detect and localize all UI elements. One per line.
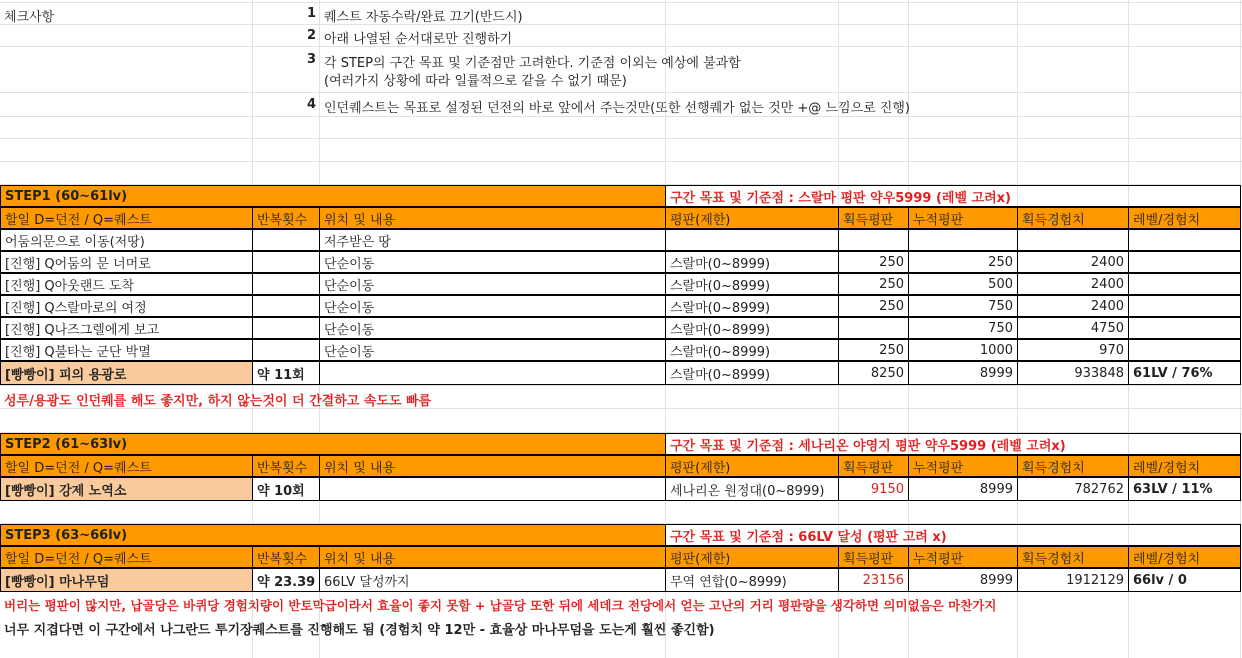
checklist-num-3: 3: [307, 52, 317, 67]
rep-cell: 스랄마(0~8999): [665, 295, 839, 317]
col-task-header: 할일 D=던전 / Q=퀘스트: [0, 546, 253, 568]
total-rep-cell: 8999: [908, 361, 1018, 385]
repeat-cell: 약 11회: [252, 361, 320, 385]
checklist-item-4: 인던퀘스트는 목표로 설정된 던전의 바로 앞에서 주는것만(또한 선행퀘가 없는 것만 +@ 느낌으로 진행): [324, 101, 910, 116]
col-gain-rep-header: 획득평판: [838, 455, 909, 477]
step2-header-row: [0, 455, 1242, 477]
total-rep-cell: 250: [908, 251, 1018, 273]
repeat-cell: [252, 251, 320, 273]
step1-title-row: [0, 185, 1242, 207]
gain-rep-cell: 250: [838, 295, 909, 317]
total-rep-cell: 8999: [908, 568, 1018, 592]
table-row: [0, 295, 1242, 317]
col-location-header: 위치 및 내용: [319, 546, 666, 568]
col-repeat-header: 반복횟수: [252, 546, 320, 568]
repeat-cell: [252, 229, 320, 251]
total-rep-cell: [908, 229, 1018, 251]
task-cell: [빵빵이] 마나무덤: [0, 568, 253, 592]
level-cell: 61LV / 76%: [1128, 361, 1241, 385]
rep-cell: 스랄마(0~8999): [665, 361, 839, 385]
rep-cell: 스랄마(0~8999): [665, 317, 839, 339]
location-cell: 단순이동: [319, 339, 666, 361]
col-gain-rep-header: 획득평판: [838, 546, 909, 568]
location-cell: 단순이동: [319, 295, 666, 317]
level-cell: [1128, 295, 1241, 317]
col-total-rep-header: 누적평판: [908, 455, 1018, 477]
location-cell: 단순이동: [319, 273, 666, 295]
col-exp-header: 획득경험치: [1017, 546, 1129, 568]
level-cell: [1128, 273, 1241, 295]
task-cell: [진행] Q나즈그렐에게 보고: [0, 317, 253, 339]
location-cell: [319, 477, 666, 501]
task-cell: [진행] Q불타는 군단 박멸: [0, 339, 253, 361]
exp-cell: [1017, 229, 1129, 251]
total-rep-cell: 750: [908, 295, 1018, 317]
gain-rep-cell: 23156: [838, 568, 909, 592]
gain-rep-cell: [838, 229, 909, 251]
location-cell: 단순이동: [319, 317, 666, 339]
step2-title-row: [0, 433, 1242, 455]
task-cell: [진행] Q스랄마로의 여정: [0, 295, 253, 317]
step3-title: STEP3 (63~66lv): [0, 524, 666, 546]
checklist-num-4: 4: [307, 97, 317, 112]
level-cell: [1128, 251, 1241, 273]
gain-rep-cell: 250: [838, 273, 909, 295]
repeat-cell: [252, 295, 320, 317]
step2-goal: 구간 목표 및 기준점 : 세나리온 야영지 평판 약우5999 (레벨 고려x): [665, 433, 1241, 455]
level-cell: [1128, 317, 1241, 339]
step3-goal: 구간 목표 및 기준점 : 66LV 달성 (평판 고려 x): [665, 524, 1241, 546]
step3-header-row: [0, 546, 1242, 568]
col-rep-header: 평판(제한): [665, 546, 839, 568]
task-cell: [빵빵이] 피의 용광로: [0, 361, 253, 385]
task-cell: [진행] Q아웃랜드 도착: [0, 273, 253, 295]
checklist-num-1: 1: [307, 6, 317, 21]
col-total-rep-header: 누적평판: [908, 546, 1018, 568]
col-location-header: 위치 및 내용: [319, 207, 666, 229]
exp-cell: 970: [1017, 339, 1129, 361]
level-cell: 63LV / 11%: [1128, 477, 1241, 501]
col-task-header: 할일 D=던전 / Q=퀘스트: [0, 207, 253, 229]
step1-goal: 구간 목표 및 기준점 : 스랄마 평판 약우5999 (레벨 고려x): [665, 185, 1241, 207]
checklist-num-2: 2: [307, 28, 317, 43]
col-rep-header: 평판(제한): [665, 207, 839, 229]
col-exp-header: 획득경험치: [1017, 207, 1129, 229]
rep-cell: 세나리온 원정대(0~8999): [665, 477, 839, 501]
repeat-cell: 약 10회: [252, 477, 320, 501]
table-row: [0, 251, 1242, 273]
step3-note-1: 버리는 평판이 많지만, 납골당은 바퀴당 경험치량이 반토막급이라서 효율이 좋지 못함 + 납골당 또한 뒤에 세데크 전당에서 얻는 고난의 거리 평판량을 생각하면 의미없음은 마찬가지: [4, 598, 997, 613]
task-cell: [진행] Q어둠의 문 너머로: [0, 251, 253, 273]
checklist-item-2: 아래 나열된 순서대로만 진행하기: [324, 32, 513, 47]
repeat-cell: [252, 317, 320, 339]
repeat-cell: 약 23.39: [252, 568, 320, 592]
exp-cell: 2400: [1017, 295, 1129, 317]
step1-note: 성루/용광도 인던퀘를 해도 좋지만, 하지 않는것이 더 간결하고 속도도 빠름: [4, 394, 432, 409]
checklist-item-1: 퀘스트 자동수락/완료 끄기(반드시): [324, 10, 523, 25]
location-cell: [319, 361, 666, 385]
step2-summary-row: [0, 477, 1242, 501]
total-rep-cell: 8999: [908, 477, 1018, 501]
col-location-header: 위치 및 내용: [319, 455, 666, 477]
step1-title: STEP1 (60~61lv): [0, 185, 666, 207]
exp-cell: 2400: [1017, 273, 1129, 295]
exp-cell: 782762: [1017, 477, 1129, 501]
total-rep-cell: 1000: [908, 339, 1018, 361]
gain-rep-cell: 9150: [838, 477, 909, 501]
gain-rep-cell: 8250: [838, 361, 909, 385]
total-rep-cell: 500: [908, 273, 1018, 295]
rep-cell: 스랄마(0~8999): [665, 339, 839, 361]
col-task-header: 할일 D=던전 / Q=퀘스트: [0, 455, 253, 477]
step3-summary-row: [0, 568, 1242, 592]
rep-cell: [665, 229, 839, 251]
col-gain-rep-header: 획득평판: [838, 207, 909, 229]
exp-cell: 2400: [1017, 251, 1129, 273]
level-cell: [1128, 339, 1241, 361]
checklist-title: 체크사항: [4, 10, 55, 25]
task-cell: [빵빵이] 강제 노역소: [0, 477, 253, 501]
gain-rep-cell: [838, 317, 909, 339]
col-repeat-header: 반복횟수: [252, 207, 320, 229]
location-cell: 66LV 달성까지: [319, 568, 666, 592]
exp-cell: 1912129: [1017, 568, 1129, 592]
col-level-header: 레벨/경험치: [1128, 546, 1241, 568]
rep-cell: 스랄마(0~8999): [665, 273, 839, 295]
checklist-item-3-sub: (여러가지 상황에 따라 일률적으로 같을 수 없기 때문): [324, 74, 627, 89]
col-exp-header: 획득경험치: [1017, 455, 1129, 477]
col-repeat-header: 반복횟수: [252, 455, 320, 477]
rep-cell: 스랄마(0~8999): [665, 251, 839, 273]
col-level-header: 레벨/경험치: [1128, 455, 1241, 477]
table-row: [0, 229, 1242, 251]
exp-cell: 933848: [1017, 361, 1129, 385]
exp-cell: 4750: [1017, 317, 1129, 339]
col-total-rep-header: 누적평판: [908, 207, 1018, 229]
level-cell: [1128, 229, 1241, 251]
level-cell: 66lv / 0: [1128, 568, 1241, 592]
table-row: [0, 273, 1242, 295]
table-row: [0, 339, 1242, 361]
location-cell: 단순이동: [319, 251, 666, 273]
col-level-header: 레벨/경험치: [1128, 207, 1241, 229]
col-rep-header: 평판(제한): [665, 455, 839, 477]
rep-cell: 무역 연합(0~8999): [665, 568, 839, 592]
step1-summary-row: [0, 361, 1242, 385]
gain-rep-cell: 250: [838, 339, 909, 361]
task-cell: 어둠의문으로 이동(저땅): [0, 229, 253, 251]
repeat-cell: [252, 273, 320, 295]
table-row: [0, 317, 1242, 339]
step3-title-row: [0, 524, 1242, 546]
total-rep-cell: 750: [908, 317, 1018, 339]
checklist-item-3: 각 STEP의 구간 목표 및 기준점만 고려한다. 기준점 이외는 예상에 불과함: [324, 56, 741, 71]
step1-header-row: [0, 207, 1242, 229]
repeat-cell: [252, 339, 320, 361]
gain-rep-cell: 250: [838, 251, 909, 273]
location-cell: 저주받은 땅: [319, 229, 666, 251]
step2-title: STEP2 (61~63lv): [0, 433, 666, 455]
step3-note-2: 너무 지겹다면 이 구간에서 나그란드 투기장퀘스트를 진행해도 됨 (경험치 약 12만 - 효율상 마나무덤을 도는게 훨씬 좋긴함): [4, 623, 715, 638]
